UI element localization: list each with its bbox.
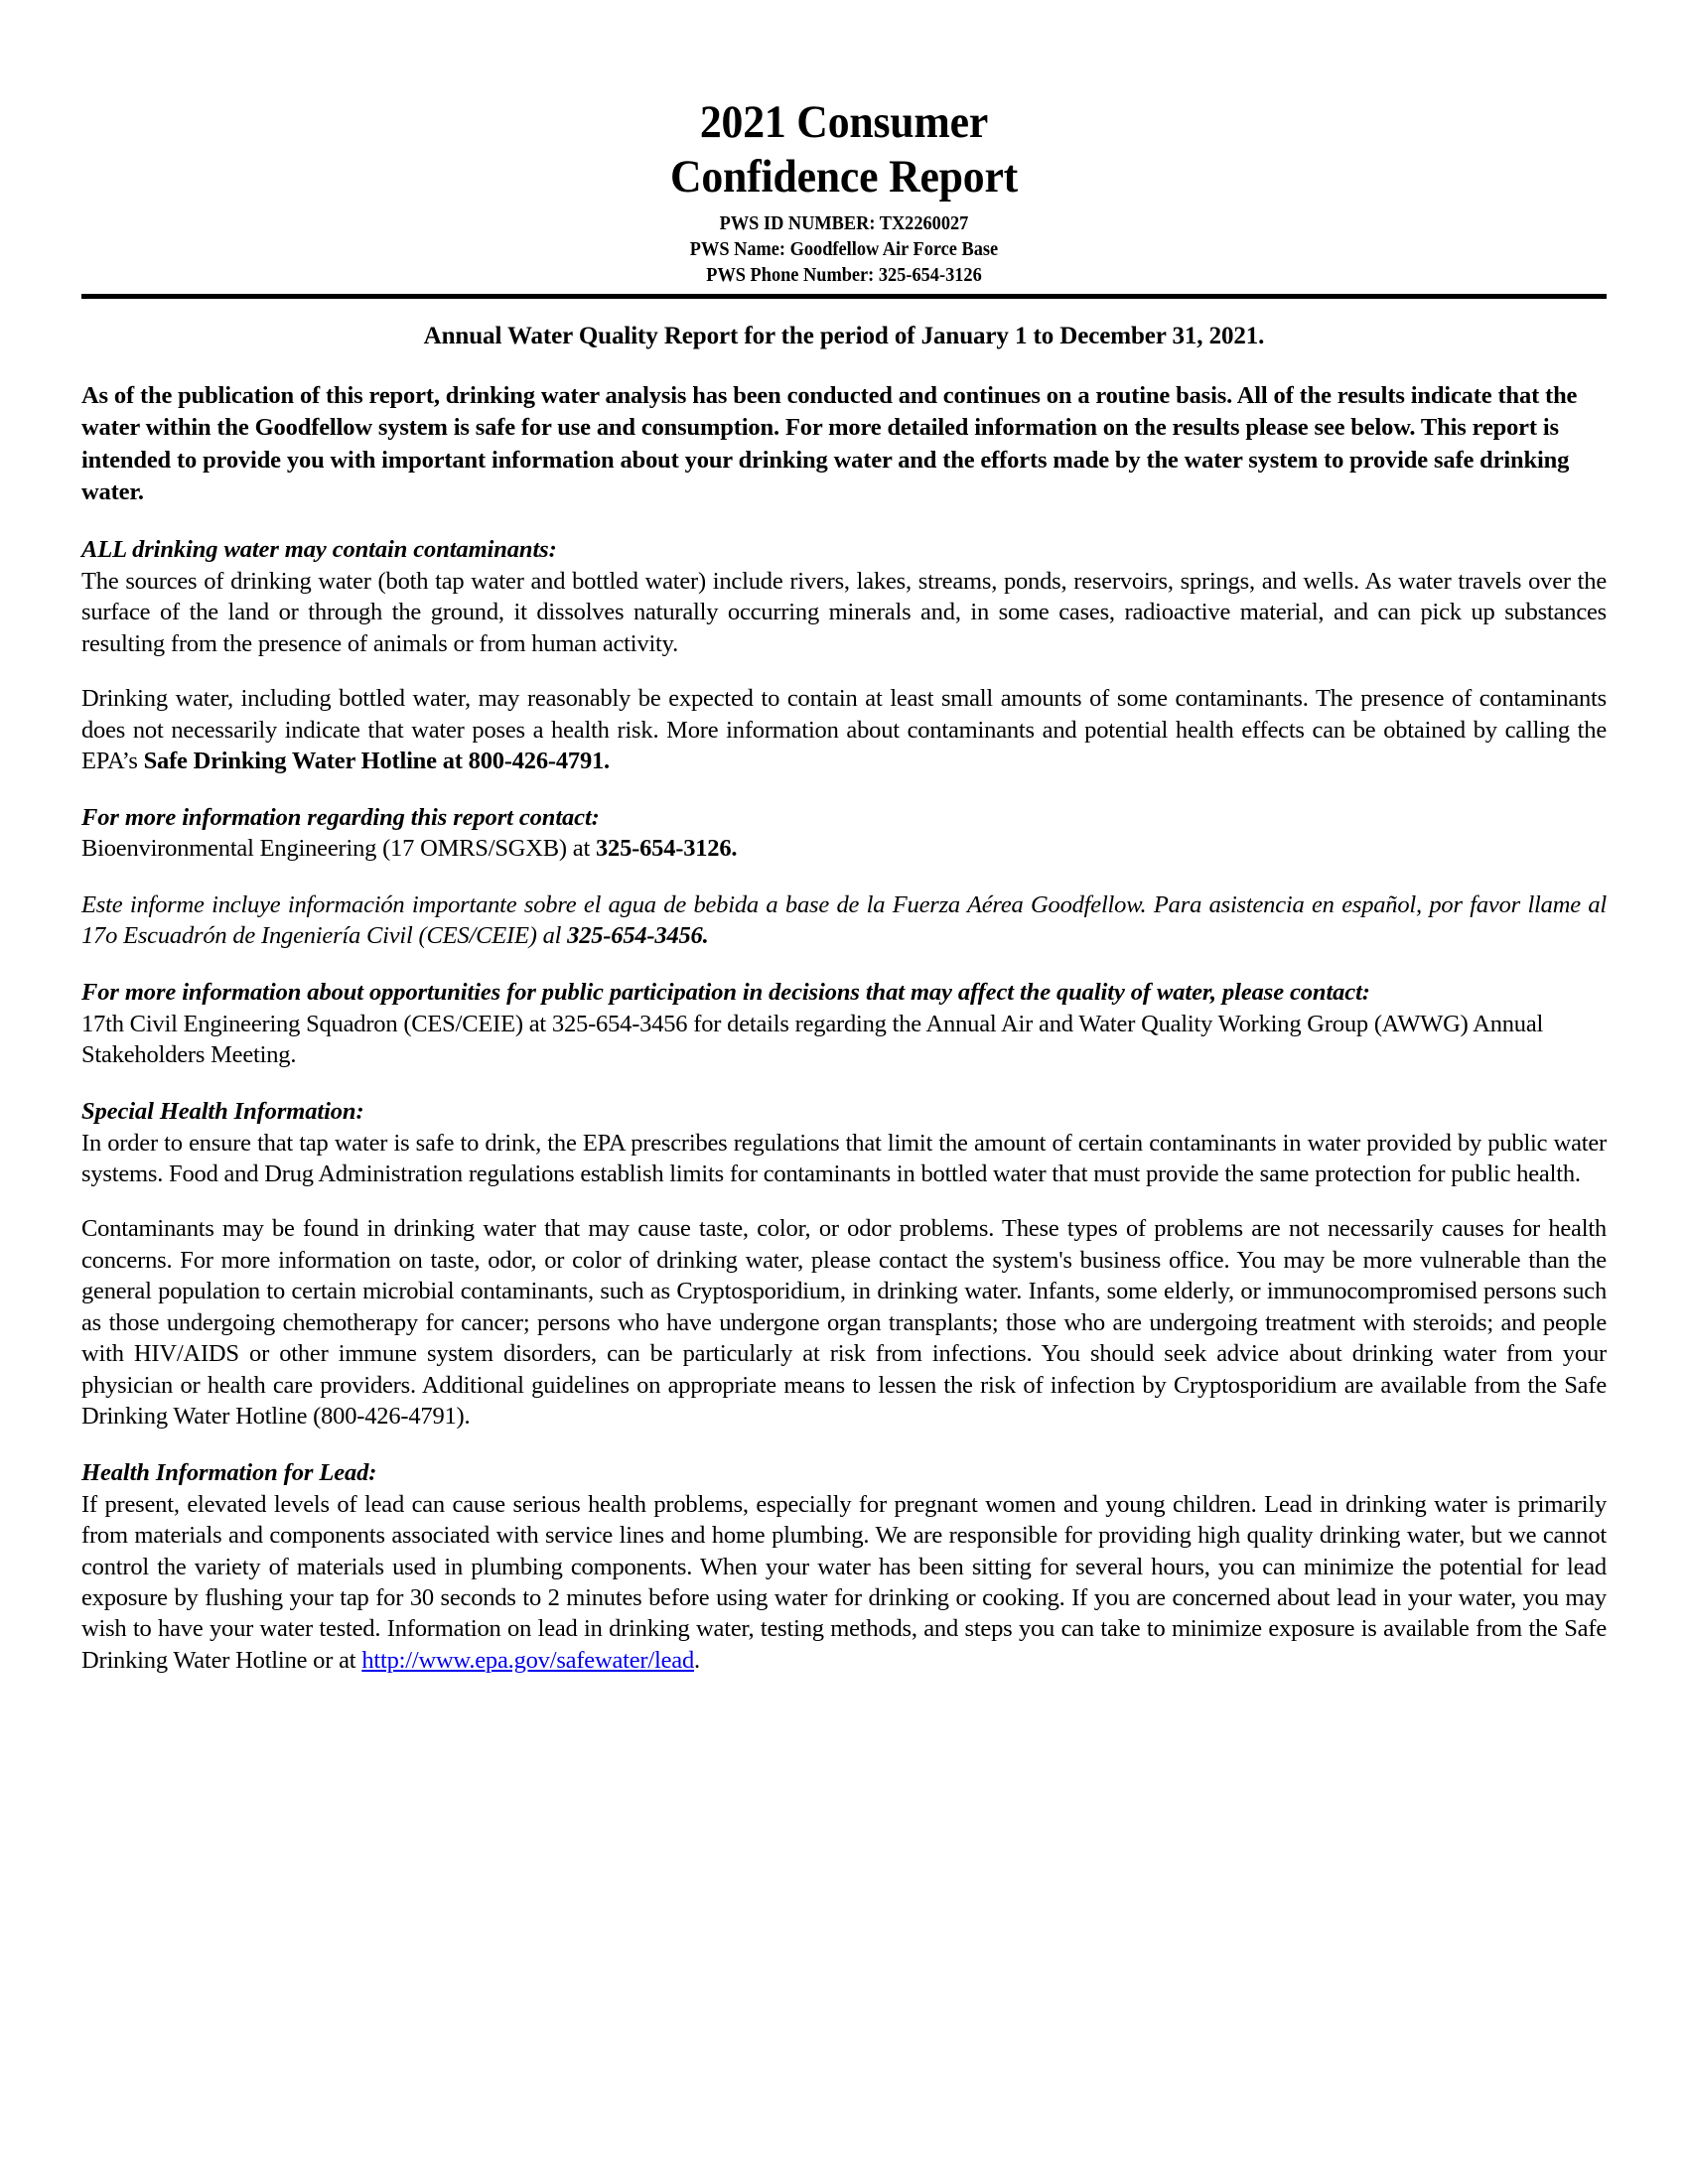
section-health-information-for-lead bbox=[81, 1457, 1607, 1677]
page-title bbox=[81, 95, 1607, 205]
spanish-notice-phone: 325-654-3456. bbox=[567, 922, 709, 950]
lead-body bbox=[81, 1489, 1607, 1677]
introduction-paragraph: As of the publication of this report, drinking water analysis has been conducted and continues on a routine basis. All of the results indicate that the water within the Goodfellow system is safe for use and consumption. For more detailed information on the results please see below. This report is intended to provide you with important information about your drinking water and the efforts made by the water system to provide safe drinking water. bbox=[81, 381, 1578, 506]
header-divider bbox=[81, 294, 1607, 299]
title-line-2: Confidence Report bbox=[669, 151, 1019, 204]
contaminants-paragraph-2-text: Drinking water, including bottled water, may reasonably be expected to contain at least small amounts of some contaminants. The presence of contaminants does not necessarily indicate that water poses a health risk. More information about contaminants and potential health effects can be obtained by calling the EPA’s bbox=[81, 685, 1607, 775]
special-health-heading: Special Health Information: bbox=[81, 1097, 364, 1125]
hotline-bold-text: Safe Drinking Water Hotline at 800-426-4791. bbox=[143, 748, 610, 775]
report-period-subtitle: Annual Water Quality Report for the period of January 1 to December 31, 2021. bbox=[423, 322, 1265, 349]
report-contact-phone: 325-654-3126. bbox=[595, 835, 738, 863]
special-health-paragraph-1: In order to ensure that tap water is safe to drink, the EPA prescribes regulations that limit the amount of certain contaminants in water provided by public water systems. Food and Drug Administration regulations establish limits for contaminants in bottled water that must provide the same protection for public health. bbox=[81, 1129, 1607, 1187]
title-line-1: 2021 Consumer bbox=[699, 96, 989, 148]
section-public-participation bbox=[81, 977, 1607, 1071]
contaminants-paragraph-1: The sources of drinking water (both tap water and bottled water) include rivers, lakes, streams, ponds, reservoirs, springs, and wells. As water travels over the surface of the land or through the ground, it dissolves naturally occurring minerals and, in some cases, radioactive material, and can pick up substances resulting from the presence of animals or from human activity. bbox=[81, 567, 1607, 657]
lead-body-period: . bbox=[694, 1646, 700, 1674]
public-participation-body: 17th Civil Engineering Squadron (CES/CEIE) at 325-654-3456 for details regarding the Annual Air and Water Quality Working Group (AWWG) Annual Stakeholders Meeting. bbox=[81, 1010, 1544, 1069]
spanish-notice-body bbox=[81, 889, 1607, 952]
section-spanish-notice bbox=[81, 889, 1607, 952]
epa-lead-link[interactable]: http://www.epa.gov/safewater/lead bbox=[361, 1646, 695, 1674]
pws-identification-block bbox=[81, 211, 1607, 289]
pws-name: PWS Name: Goodfellow Air Force Base bbox=[689, 238, 999, 260]
lead-heading: Health Information for Lead: bbox=[81, 1458, 377, 1486]
contaminants-heading: ALL drinking water may contain contaminants: bbox=[81, 535, 557, 563]
report-contact-text: Bioenvironmental Engineering (17 OMRS/SGXB) at bbox=[81, 835, 596, 863]
pws-phone-number: PWS Phone Number: 325-654-3126 bbox=[706, 264, 982, 286]
report-contact-body bbox=[81, 833, 1607, 864]
section-report-contact bbox=[81, 802, 1607, 865]
special-health-paragraph-2: Contaminants may be found in drinking water that may cause taste, color, or odor problems. These types of problems are not necessarily causes for health concerns. For more information on taste, odor, or color of drinking water, please contact the system's business office. You may be more vulnerable than the general population to certain microbial contaminants, such as Cryptosporidium, in drinking water. Infants, some elderly, or immunocompromised persons such as those undergoing chemotherapy for cancer; persons who have undergone organ transplants; those who are undergoing treatment with steroids; and people with HIV/AIDS or other immune system disorders, can be particularly at risk from infections. You should seek advice about drinking water from your physician or health care providers. Additional guidelines on appropriate means to lessen the risk of infection by Cryptosporidium are available from the Safe Drinking Water Hotline (800-426-4791). bbox=[81, 1215, 1607, 1431]
report-contact-heading: For more information regarding this report contact: bbox=[81, 803, 600, 831]
section-all-drinking-water bbox=[81, 534, 1607, 777]
contaminants-paragraph-2 bbox=[81, 683, 1607, 776]
spanish-notice-text: Este informe incluye información importante sobre el agua de bebida a base de la Fuerza Aérea Goodfellow. Para asistencia en español, por favor llame al 17o Escuadrón de Ingeniería Civil (CES/CEIE) al bbox=[81, 890, 1607, 950]
public-participation-heading: For more information about opportunities for public participation in decisions that may affect the quality of water, please contact: bbox=[81, 978, 1370, 1006]
section-special-health-information bbox=[81, 1096, 1607, 1433]
lead-body-text: If present, elevated levels of lead can cause serious health problems, especially for pregnant women and young children. Lead in drinking water is primarily from materials and components associated with service lines and home plumbing. We are responsible for providing high quality drinking water, but we cannot control the variety of materials used in plumbing components. When your water has been sitting for several hours, you can minimize the potential for lead exposure by flushing your tap for 30 seconds to 2 minutes before using water for drinking or cooking. If you are concerned about lead in your water, you may wish to have your water tested. Information on lead in drinking water, testing methods, and steps you can take to minimize exposure is available from the Safe Drinking Water Hotline or at bbox=[81, 1490, 1607, 1674]
pws-id-number: PWS ID NUMBER: TX2260027 bbox=[719, 212, 969, 234]
